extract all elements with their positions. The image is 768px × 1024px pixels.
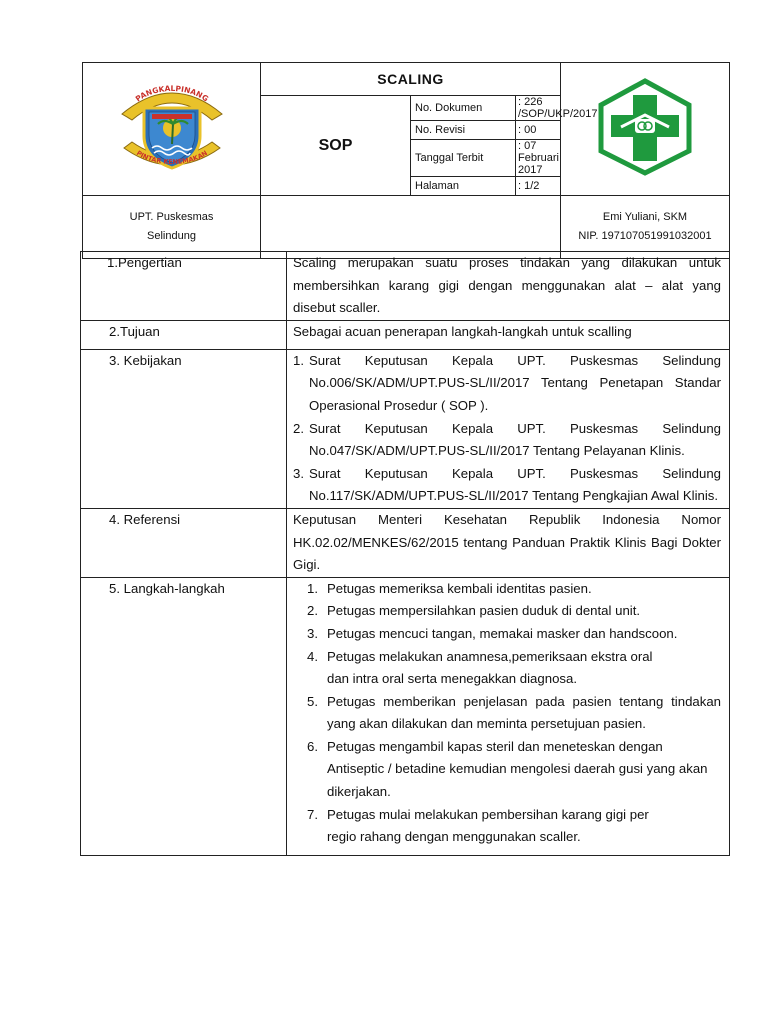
step-number: 4.: [307, 648, 318, 664]
sop-label: SOP: [261, 96, 411, 196]
blank-center-cell: [261, 196, 561, 259]
meta-row: [411, 96, 560, 121]
policy-item: [293, 418, 721, 463]
meta-value: : 1/2: [516, 177, 561, 196]
meta-row: [411, 140, 560, 177]
left-logo-cell: [83, 63, 261, 196]
sop-header-table: [82, 62, 730, 259]
step-item: [293, 578, 721, 601]
section-content: [287, 508, 730, 577]
referensi-text: Keputusan Menteri Kesehatan Republik Indonesia Nomor HK.02.02/MENKES/62/2015 tentang Panduan Praktik Klinis Bagi Dokter Gigi.: [293, 511, 721, 573]
meta-key: No. Dokumen: [411, 96, 516, 121]
step-item: [293, 736, 721, 804]
section-row-pengertian: [81, 252, 730, 321]
step-text: Petugas mencuci tangan, memakai masker dan handscoon.: [327, 625, 678, 641]
tujuan-text: Sebagai acuan penerapan langkah-langkah untuk scalling: [293, 323, 632, 339]
green-cross-logo-icon: [593, 77, 697, 177]
meta-key: Halaman: [411, 177, 516, 196]
step-number: 3.: [307, 625, 318, 641]
meta-key: No. Revisi: [411, 121, 516, 140]
step-item: [293, 623, 721, 646]
policy-text: Surat Keputusan Kepala UPT. Puskesmas Selindung No.047/SK/ADM/UPT.PUS-SL/II/2017 Tentang Pelayanan Klinis.: [309, 420, 721, 459]
svg-text:PINTAR KENEMAKAN: PINTAR KENEMAKAN: [134, 148, 209, 166]
section-row-langkah: [81, 577, 730, 855]
section-label: 3. Kebijakan: [81, 349, 287, 508]
step-text: Petugas mulai melakukan pembersihan karang gigi per regio rahang dengan menggunakan scaller.: [327, 806, 649, 845]
section-content: [287, 349, 730, 508]
step-number: 1.: [307, 580, 318, 596]
step-text: Petugas melakukan anamnesa,pemeriksaan ekstra oral dan intra oral serta menegakkan diagnosa.: [327, 648, 653, 687]
sop-content-table: [80, 251, 730, 856]
step-number: 7.: [307, 806, 318, 822]
section-label: 4. Referensi: [81, 508, 287, 577]
pangkalpinang-seal-icon: [116, 78, 228, 176]
organization-line-1: UPT. Puskesmas: [129, 211, 214, 223]
step-number: 5.: [307, 693, 318, 709]
policy-text: Surat Keputusan Kepala UPT. Puskesmas Selindung No.117/SK/ADM/UPT.PUS-SL/II/2017 Tentang Pengkajian Awal Klinis.: [309, 465, 721, 504]
section-content: [287, 320, 730, 349]
signer-name: Emi Yuliani, SKM: [602, 211, 688, 223]
section-content: [287, 577, 730, 855]
policy-number: 1.: [293, 352, 304, 368]
meta-value: : 07 Februari 2017: [516, 140, 561, 177]
meta-key: Tanggal Terbit: [411, 140, 516, 177]
section-label: 2.Tujuan: [81, 320, 287, 349]
step-item: [293, 804, 721, 849]
section-row-kebijakan: [81, 349, 730, 508]
meta-value: : 00: [516, 121, 561, 140]
document-title: SCALING: [261, 63, 561, 96]
step-text: Petugas memeriksa kembali identitas pasien.: [327, 580, 592, 596]
meta-row: [411, 121, 560, 140]
step-text: Petugas memberikan penjelasan pada pasien tentang tindakan yang akan dilakukan dan meminta persetujuan pasien.: [327, 693, 721, 732]
step-text: Petugas mengambil kapas steril dan meneteskan dengan Antiseptic / betadine kemudian mengolesi daerah gusi yang akan dikerjakan.: [327, 738, 708, 800]
meta-row: [411, 177, 560, 196]
policy-text: Surat Keputusan Kepala UPT. Puskesmas Selindung No.006/SK/ADM/UPT.PUS-SL/II/2017 Tentang Penetapan Standar Operasional Prosedur ( SOP ).: [309, 352, 721, 413]
meta-value: : 226 /SOP/UKP/2017: [516, 96, 561, 121]
right-logo-cell: [561, 63, 730, 196]
step-number: 6.: [307, 738, 318, 754]
svg-text:PANGKALPINANG: PANGKALPINANG: [133, 83, 210, 103]
step-item: [293, 600, 721, 623]
step-item: [293, 691, 721, 736]
section-content: [287, 252, 730, 321]
step-text: Petugas mempersilahkan pasien duduk di dental unit.: [327, 603, 641, 619]
organization-line-2: Selindung: [147, 230, 196, 242]
step-item: [293, 646, 721, 691]
document-meta-cell: [411, 96, 598, 196]
policy-number: 2.: [293, 420, 304, 436]
section-row-referensi: [81, 508, 730, 577]
signer-cell: [561, 196, 730, 259]
document-meta-table: [411, 96, 598, 195]
step-number: 2.: [307, 603, 318, 619]
pengertian-text: Scaling merupakan suatu proses tindakan yang dilakukan untuk membersihkan karang gigi dengan menggunakan alat – alat yang disebut scaller.: [293, 255, 721, 316]
policy-item: [293, 463, 721, 508]
section-label: 1.Pengertian: [81, 252, 287, 321]
policy-item: [293, 350, 721, 418]
policy-number: 3.: [293, 465, 304, 481]
signer-nip: NIP. 197107051991032001: [578, 230, 712, 242]
organization-cell: [83, 196, 261, 259]
section-row-tujuan: [81, 320, 730, 349]
section-label: 5. Langkah-langkah: [81, 577, 287, 855]
